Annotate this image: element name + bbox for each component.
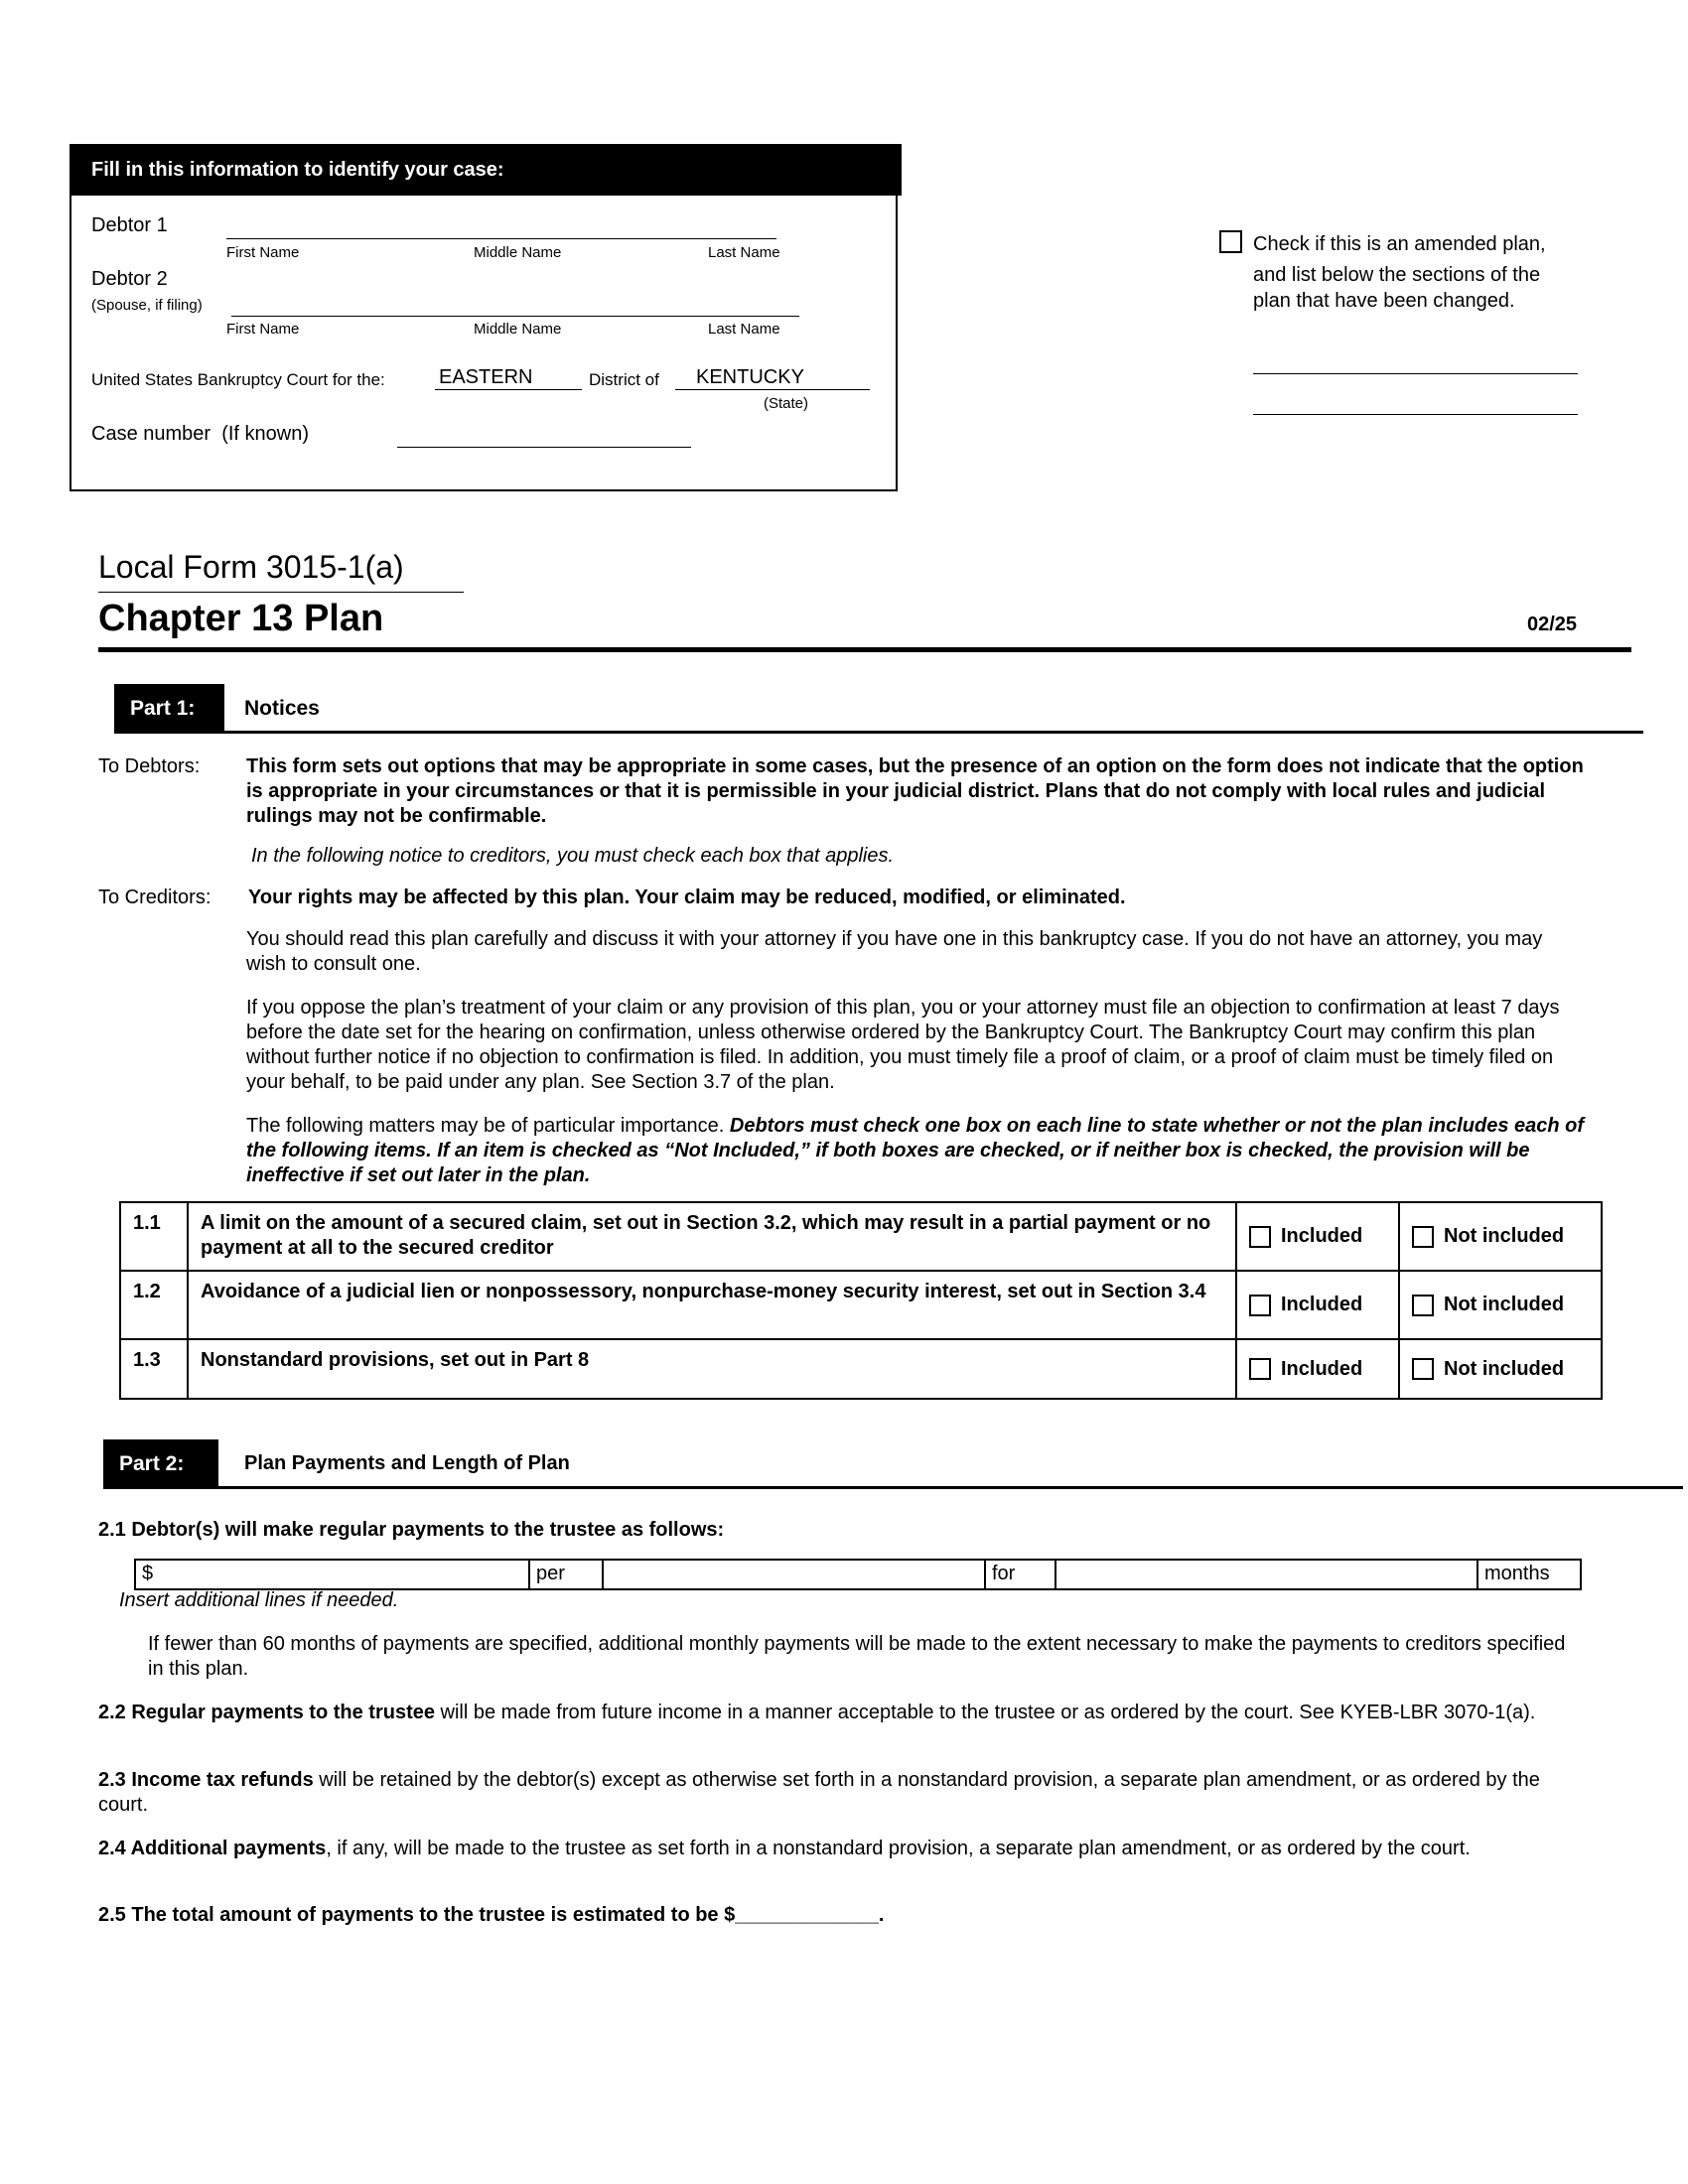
not-included-checkbox[interactable] xyxy=(1412,1295,1434,1316)
creditors-para2: If you oppose the plan’s treatment of your claim or any provision of this plan, you or your attorney must file an objection to confirmation at least 7 days before the date set for the hearing on confirmation, unless otherwise ordered by the Bankruptcy Court. The Bankruptcy Court may confirm this plan without further notice if no objection to confirmation is filed. In addition, you must timely file a proof of claim, or a proof of claim must be timely filed on your behalf, to be paid under any plan. See Section 3.7 of the plan. xyxy=(246,997,1560,1093)
debtor2-first-name-label: First Name xyxy=(226,321,300,338)
section-2-3-text: will be retained by the debtor(s) except as otherwise set forth in a nonstandard provision, a separate plan amendment, or as ordered by the court. xyxy=(98,1769,1540,1816)
creditors-para3 xyxy=(246,1114,1589,1188)
notice-instruction: In the following notice to creditors, you must check each box that applies. xyxy=(251,845,895,867)
not-included-label: Not included xyxy=(1444,1357,1565,1380)
debtor2-name-field[interactable] xyxy=(231,316,799,317)
court-district-line xyxy=(435,389,582,390)
not-included-label: Not included xyxy=(1444,1225,1565,1247)
amended-plan-checkbox[interactable] xyxy=(1219,230,1242,253)
debtor2-label: Debtor 2 xyxy=(91,268,168,290)
debtor1-middle-name-label: Middle Name xyxy=(474,244,562,261)
para3-bold: Debtors must check one box on each line to state whether or not the plan includes each of the following items. If an item is checked as “Not Included,” if both boxes are checked, or if neither box is checked, the provision will be ineffective if set out later in the plan. xyxy=(246,1115,1585,1186)
item-included-cell xyxy=(1236,1339,1399,1399)
item-row xyxy=(120,1202,1602,1271)
section-2-1: 2.1 Debtor(s) will make regular payments to the trustee as follows: xyxy=(98,1519,725,1541)
form-title: Chapter 13 Plan xyxy=(98,598,384,639)
item-number: 1.3 xyxy=(120,1339,188,1399)
para3-plain: The following matters may be of particular importance. xyxy=(246,1115,730,1137)
part2-title: Plan Payments and Length of Plan xyxy=(244,1452,570,1474)
item-included-option[interactable] xyxy=(1249,1224,1386,1249)
payment-months-field[interactable] xyxy=(1055,1560,1477,1589)
payment-table xyxy=(134,1559,1582,1590)
item-text: A limit on the amount of a secured claim, set out in Section 3.2, which may result in a partial payment or no payment at all to the secured creditor xyxy=(188,1202,1236,1271)
included-checkbox[interactable] xyxy=(1249,1358,1271,1380)
case-number-label xyxy=(91,423,309,446)
district-of-label: District of xyxy=(589,370,659,389)
item-row xyxy=(120,1339,1602,1399)
amended-section-line2[interactable] xyxy=(1253,414,1578,415)
item-not-included-option[interactable] xyxy=(1412,1293,1589,1317)
dollar-sign: $ xyxy=(142,1563,154,1584)
to-debtors-label: To Debtors: xyxy=(98,755,201,777)
payment-amount-field[interactable] xyxy=(135,1560,529,1589)
section-2-2 xyxy=(98,1701,1580,1725)
insert-lines-note: Insert additional lines if needed. xyxy=(119,1589,399,1611)
debtor1-name-field[interactable] xyxy=(226,238,776,239)
to-creditors-text: Your rights may be affected by this plan. Your claim may be reduced, modified, or eliminated. xyxy=(248,887,1126,908)
part2-rule xyxy=(103,1486,1683,1489)
included-checkbox[interactable] xyxy=(1249,1295,1271,1316)
months-label: months xyxy=(1477,1560,1581,1589)
section-2-3-heading: 2.3 Income tax refunds xyxy=(98,1769,314,1791)
item-included-option[interactable] xyxy=(1249,1293,1386,1317)
state-value[interactable]: KENTUCKY xyxy=(696,366,804,388)
included-label: Included xyxy=(1281,1357,1363,1380)
item-not-included-cell xyxy=(1399,1339,1602,1399)
included-label: Included xyxy=(1281,1294,1363,1315)
case-number-note: (If known) xyxy=(221,423,309,445)
debtor1-label: Debtor 1 xyxy=(91,214,168,236)
item-not-included-option[interactable] xyxy=(1412,1357,1589,1382)
debtor1-last-name-label: Last Name xyxy=(708,244,780,261)
amended-section-line1[interactable] xyxy=(1253,373,1578,374)
item-not-included-cell xyxy=(1399,1202,1602,1271)
per-label: per xyxy=(529,1560,603,1589)
fewer-months-text: If fewer than 60 months of payments are specified, additional monthly payments will be made to the extent necessary to make the payments to creditors specified in this plan. xyxy=(148,1633,1566,1680)
payment-period-field[interactable] xyxy=(603,1560,985,1589)
payment-row xyxy=(135,1560,1581,1589)
item-included-cell xyxy=(1236,1202,1399,1271)
item-number: 1.2 xyxy=(120,1271,188,1339)
section-2-2-text: will be made from future income in a manner acceptable to the trustee or as ordered by the court. See KYEB-LBR 3070-1(a). xyxy=(434,1702,1536,1723)
state-note: (State) xyxy=(764,395,809,412)
title-rule xyxy=(98,647,1631,652)
section-2-3 xyxy=(98,1768,1580,1818)
not-included-checkbox[interactable] xyxy=(1412,1226,1434,1248)
item-text: Nonstandard provisions, set out in Part 8 xyxy=(188,1339,1236,1399)
not-included-checkbox[interactable] xyxy=(1412,1358,1434,1380)
to-creditors-label: To Creditors: xyxy=(98,887,211,908)
not-included-label: Not included xyxy=(1444,1294,1565,1315)
creditors-para1: You should read this plan carefully and discuss it with your attorney if you have one in this bankruptcy case. If you do not have an attorney, you may wish to consult one. xyxy=(246,928,1543,975)
local-form-underline xyxy=(98,592,464,593)
part1-rule xyxy=(114,731,1643,734)
item-included-cell xyxy=(1236,1271,1399,1339)
included-label: Included xyxy=(1281,1225,1363,1247)
item-text: Avoidance of a judicial lien or nonpossessory, nonpurchase-money security interest, set out in Section 3.4 xyxy=(188,1271,1236,1339)
to-debtors-text: This form sets out options that may be appropriate in some cases, but the presence of an option on the form does not indicate that the option is appropriate in your circumstances or that it is permissible in your judicial district. Plans that do not comply with local rules and judicial rulings may not be confirmable. xyxy=(246,755,1584,827)
part1-tag: Part 1: xyxy=(114,684,224,734)
section-2-5[interactable]: 2.5 The total amount of payments to the trustee is estimated to be $_____________. xyxy=(98,1904,885,1926)
part2-tag: Part 2: xyxy=(103,1439,218,1489)
part1-title: Notices xyxy=(244,697,320,720)
section-2-4-text: , if any, will be made to the trustee as set forth in a nonstandard provision, a separate plan amendment, or as ordered by the court. xyxy=(326,1838,1471,1859)
amended-line1: Check if this is an amended plan, xyxy=(1253,233,1546,255)
amended-line2: and list below the sections of the xyxy=(1253,264,1541,286)
state-line xyxy=(675,389,870,390)
case-info-title: Fill in this information to identify your case: xyxy=(91,159,504,181)
for-label: for xyxy=(985,1560,1055,1589)
section-2-4 xyxy=(98,1837,1580,1861)
case-number-field[interactable] xyxy=(397,447,691,448)
item-row xyxy=(120,1271,1602,1339)
debtor2-middle-name-label: Middle Name xyxy=(474,321,562,338)
form-version: 02/25 xyxy=(1527,614,1578,635)
local-form-number: Local Form 3015-1(a) xyxy=(98,549,404,585)
case-number-label-text: Case number xyxy=(91,423,211,445)
item-included-option[interactable] xyxy=(1249,1357,1386,1382)
item-number: 1.1 xyxy=(120,1202,188,1271)
section-2-4-heading: 2.4 Additional payments xyxy=(98,1838,327,1859)
debtor2-last-name-label: Last Name xyxy=(708,321,780,338)
section-2-2-heading: 2.2 Regular payments to the trustee xyxy=(98,1702,435,1723)
item-not-included-option[interactable] xyxy=(1412,1224,1589,1249)
item-not-included-cell xyxy=(1399,1271,1602,1339)
debtor2-note: (Spouse, if filing) xyxy=(91,297,203,314)
court-label: United States Bankruptcy Court for the: xyxy=(91,370,385,389)
court-district-value[interactable]: EASTERN xyxy=(439,366,533,388)
included-checkbox[interactable] xyxy=(1249,1226,1271,1248)
part1-items-table xyxy=(119,1201,1603,1400)
debtor1-first-name-label: First Name xyxy=(226,244,300,261)
amended-line3: plan that have been changed. xyxy=(1253,290,1515,312)
